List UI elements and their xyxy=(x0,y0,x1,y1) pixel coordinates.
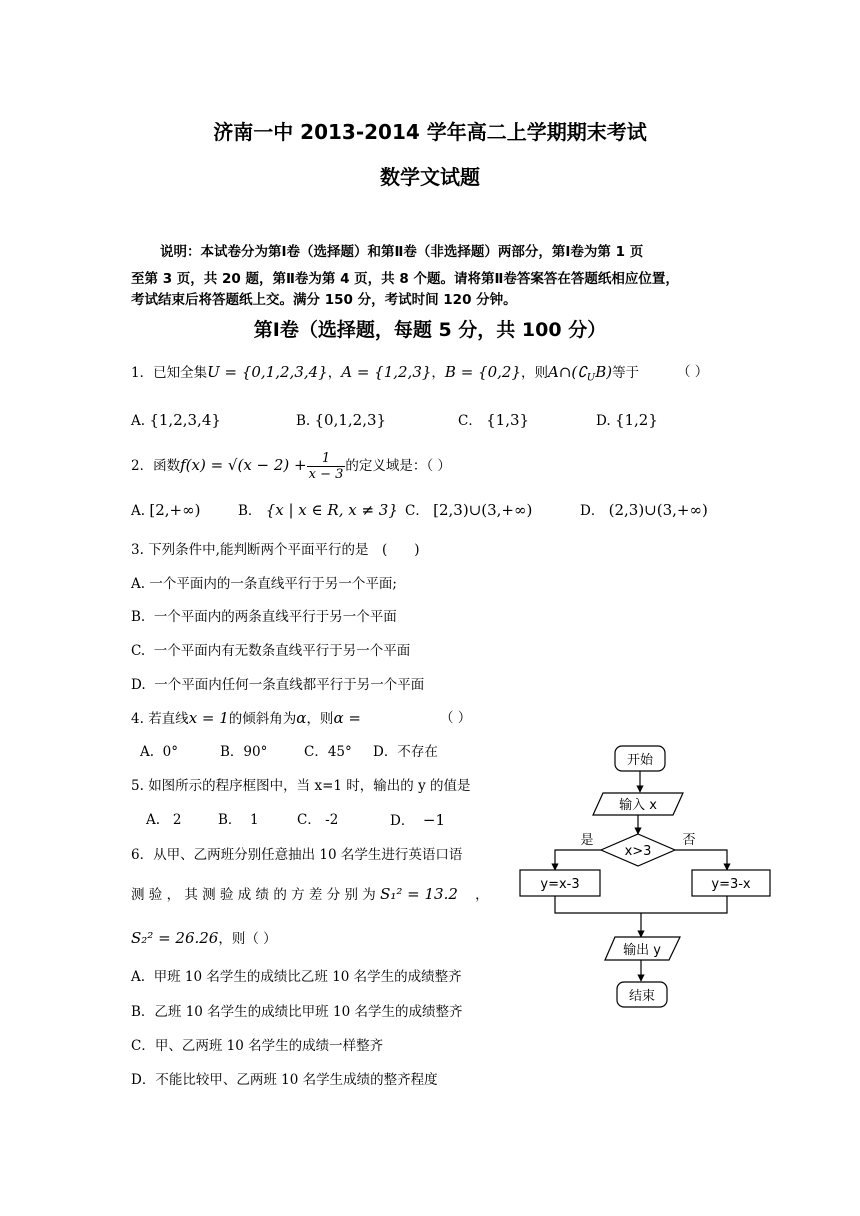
option-label: C． xyxy=(405,503,429,519)
answer-blank: （ ） xyxy=(677,364,709,380)
question-number: 1． xyxy=(131,365,154,381)
option-c xyxy=(297,810,338,830)
option-label: A. xyxy=(131,969,146,985)
option-label: C． xyxy=(304,744,328,760)
option-value: 一个平面内有无数条直线平行于另一个平面 xyxy=(153,643,411,659)
option-value: 1 xyxy=(250,812,259,828)
option-value: 乙班 10 名学生的成绩比甲班 10 名学生的成绩整齐 xyxy=(154,1004,463,1020)
option-value: [2,+∞) xyxy=(149,501,201,519)
option-value: 45° xyxy=(327,744,352,760)
option-b xyxy=(238,500,398,521)
merge-line xyxy=(555,896,727,913)
fraction-denominator: x − 3 xyxy=(308,467,344,482)
option-a xyxy=(131,574,397,594)
option-label: C． xyxy=(297,812,321,828)
option-a xyxy=(131,410,221,431)
option-a xyxy=(131,967,462,987)
no-branch-arrow xyxy=(675,850,727,870)
option-d xyxy=(131,1070,438,1090)
end-label: 结束 xyxy=(628,989,656,1004)
option-a xyxy=(146,810,182,830)
option-label: D． xyxy=(373,744,398,760)
option-label: D. xyxy=(596,413,611,429)
math-expression: S₁² = 13.2 xyxy=(380,885,458,903)
option-value: [2,3)∪(3,+∞) xyxy=(433,501,533,519)
question-text: ，则（ ） xyxy=(218,931,277,947)
separator: ，则 xyxy=(521,365,548,381)
math-expression: B) xyxy=(595,363,613,381)
option-b xyxy=(131,607,397,627)
question-number: 5. xyxy=(131,778,144,794)
option-value: {1,2} xyxy=(614,411,658,429)
question-6-line-3 xyxy=(131,928,277,949)
option-label: B． xyxy=(218,812,242,828)
option-value: 一个平面内任何一条直线都平行于另一个平面 xyxy=(154,677,425,693)
question-2 xyxy=(131,448,451,483)
question-text: 已知全集 xyxy=(153,365,208,381)
question-text: 的倾斜角为 xyxy=(228,711,297,727)
math-expression: x = 1 xyxy=(188,709,229,727)
question-6-line-2 xyxy=(131,884,489,905)
option-value: {1,3} xyxy=(486,411,530,429)
math-subscript: U xyxy=(586,372,596,384)
question-text: 的定义域是：（ ） xyxy=(345,458,451,474)
math-expression: S₂² = 26.26 xyxy=(131,929,219,947)
output-label: 输出 y xyxy=(623,943,661,958)
option-label: B． xyxy=(220,744,244,760)
question-text: 函数 xyxy=(153,458,181,474)
fraction xyxy=(307,451,346,482)
option-value: 0° xyxy=(162,744,178,760)
yes-branch-arrow xyxy=(555,850,601,870)
option-value: 90° xyxy=(243,744,268,760)
question-4 xyxy=(131,708,361,729)
question-text: 从甲、乙两班分别任意抽出 10 名学生进行英语口语 xyxy=(153,847,463,863)
option-label: A. xyxy=(131,413,146,429)
option-d xyxy=(596,410,658,431)
question-text: 等于 xyxy=(612,365,640,381)
math-expression: α xyxy=(296,709,307,727)
option-label: B． xyxy=(238,503,262,519)
separator: ， xyxy=(431,365,445,381)
option-label: A. xyxy=(131,576,146,592)
option-c xyxy=(131,641,410,661)
option-label: C． xyxy=(458,413,482,429)
option-label: D． xyxy=(131,1072,156,1088)
fraction-numerator: 1 xyxy=(307,451,346,467)
answer-blank: （ ） xyxy=(440,710,472,726)
option-label: A. xyxy=(131,503,146,519)
instructions-line-1: 说明：本试卷分为第Ⅰ卷（选择题）和第Ⅱ卷（非选择题）两部分，第Ⅰ卷为第 1 页 xyxy=(160,244,644,260)
question-text: 测 验 ， 其 测 验 成 绩 的 方 差 分 别 为 xyxy=(131,887,376,903)
option-c xyxy=(458,410,529,431)
math-expression: f(x) = √(x − 2) + xyxy=(180,456,307,474)
condition-label: x>3 xyxy=(624,844,652,859)
question-3 xyxy=(131,540,420,560)
option-value: -2 xyxy=(325,812,339,828)
math-expression: U = {0,1,2,3,4} xyxy=(207,363,328,381)
option-c xyxy=(304,742,352,762)
option-value: {1,2,3,4} xyxy=(149,411,221,429)
section-title: 第Ⅰ卷（选择题，每题 5 分，共 100 分） xyxy=(253,319,607,341)
yes-branch-label: y=x-3 xyxy=(540,877,580,892)
option-label: D． xyxy=(390,813,415,829)
option-b xyxy=(296,410,386,431)
option-value: 一个平面内的一条直线平行于另一个平面; xyxy=(149,576,397,592)
option-value: {0,1,2,3} xyxy=(314,411,387,429)
option-label: D． xyxy=(580,503,605,519)
option-d xyxy=(390,810,445,831)
option-value: 不存在 xyxy=(397,744,438,760)
question-number: 4. xyxy=(131,711,144,727)
separator: ，则 xyxy=(306,711,334,727)
math-expression: A∩(∁ xyxy=(548,363,587,381)
option-a xyxy=(140,742,178,762)
option-d xyxy=(373,742,438,762)
separator: ， xyxy=(327,365,342,381)
option-b xyxy=(220,742,267,762)
paper-title: 济南一中 2013-2014 学年高二上学期期末考试 xyxy=(213,120,647,144)
question-6 xyxy=(131,845,462,865)
instructions-line-3: 考试结束后将答题纸上交。满分 150 分，考试时间 120 分钟。 xyxy=(131,292,517,308)
yes-label: 是 xyxy=(580,833,594,848)
question-text: 若直线 xyxy=(148,711,189,727)
option-value: 甲、乙两班 10 名学生的成绩一样整齐 xyxy=(154,1038,384,1054)
instructions-line-2: 至第 3 页，共 20 题，第Ⅱ卷为第 4 页，共 8 个题。请将第Ⅱ卷答案答在答题纸相应位置， xyxy=(131,271,679,287)
option-b xyxy=(131,1002,462,1022)
option-label: A. xyxy=(140,744,155,760)
option-a xyxy=(131,500,200,521)
option-label: C. xyxy=(131,643,146,659)
question-number: 3. xyxy=(131,542,144,558)
no-branch-label: y=3-x xyxy=(711,877,751,892)
option-value: 2 xyxy=(172,812,182,828)
option-c xyxy=(131,1036,383,1056)
no-label: 否 xyxy=(682,833,696,848)
option-label: D. xyxy=(131,677,146,693)
option-value: 甲班 10 名学生的成绩比乙班 10 名学生的成绩整齐 xyxy=(153,969,462,985)
input-label: 输入 x xyxy=(619,798,657,813)
option-value: −1 xyxy=(422,811,446,829)
math-expression: A = {1,2,3} xyxy=(341,363,432,381)
question-5 xyxy=(131,776,471,796)
question-number: 2． xyxy=(131,458,154,474)
paper-subtitle: 数学文试题 xyxy=(380,165,480,189)
option-label: B． xyxy=(131,1004,155,1020)
option-value: 一个平面内的两条直线平行于另一个平面 xyxy=(153,609,397,625)
option-value: (2,3)∪(3,+∞) xyxy=(608,501,708,519)
separator: ， xyxy=(475,887,489,903)
question-text: 如图所示的程序框图中，当 x=1 时，输出的 y 的值是 xyxy=(148,778,471,794)
program-flowchart xyxy=(515,740,785,1015)
option-value: 不能比较甲、乙两班 10 名学生成绩的整齐程度 xyxy=(155,1072,438,1088)
option-value: {x | x ∈ R, x ≠ 3} xyxy=(265,501,398,519)
question-number: 6． xyxy=(131,847,154,863)
option-label: C． xyxy=(131,1038,155,1054)
option-d xyxy=(580,500,708,521)
option-label: B. xyxy=(296,413,311,429)
option-label: B. xyxy=(131,609,146,625)
option-d xyxy=(131,675,424,695)
option-label: A. xyxy=(146,812,161,828)
option-b xyxy=(218,810,259,830)
math-expression: B = {0,2} xyxy=(444,363,521,381)
option-c xyxy=(405,500,532,521)
start-label: 开始 xyxy=(626,753,654,768)
question-1 xyxy=(131,362,639,389)
question-text: 下列条件中,能判断两个平面平行的是 ( ) xyxy=(148,542,420,558)
math-expression: α = xyxy=(333,709,361,727)
